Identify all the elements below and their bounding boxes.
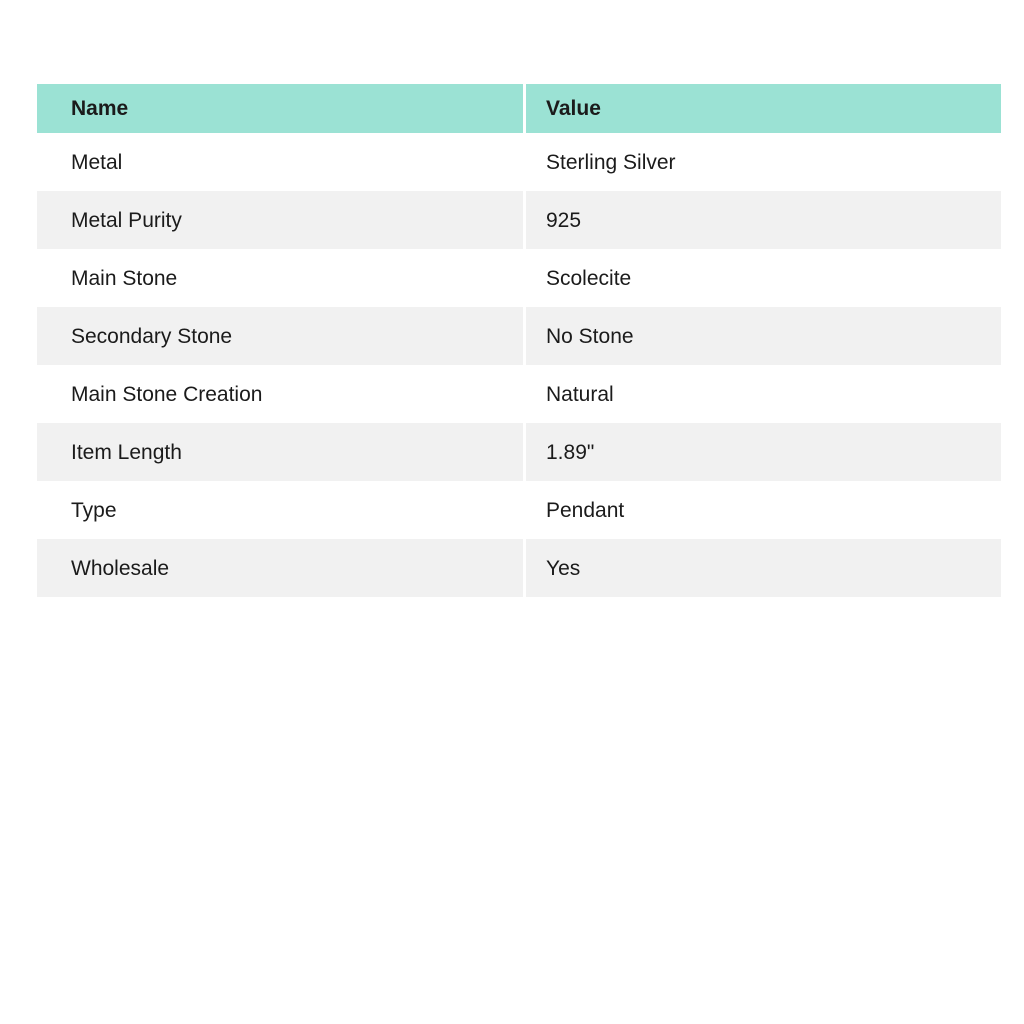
attribute-value: Pendant	[526, 481, 1001, 539]
attribute-name: Item Length	[37, 423, 523, 481]
attribute-value: Yes	[526, 539, 1001, 597]
attribute-value: 925	[526, 191, 1001, 249]
column-header-name: Name	[37, 84, 523, 133]
attribute-value: No Stone	[526, 307, 1001, 365]
table-row-item-length	[37, 423, 1001, 481]
product-attributes-table	[37, 84, 1001, 597]
attribute-value: Scolecite	[526, 249, 1001, 307]
attribute-value: Natural	[526, 365, 1001, 423]
attribute-name: Type	[37, 481, 523, 539]
table-row-type	[37, 481, 1001, 539]
attribute-name: Wholesale	[37, 539, 523, 597]
table-row-metal	[37, 133, 1001, 191]
table-row-main-stone-creation	[37, 365, 1001, 423]
table-row-wholesale	[37, 539, 1001, 597]
table-row-metal-purity	[37, 191, 1001, 249]
attribute-name: Metal Purity	[37, 191, 523, 249]
table-row-main-stone	[37, 249, 1001, 307]
attribute-value: 1.89"	[526, 423, 1001, 481]
attribute-name: Main Stone Creation	[37, 365, 523, 423]
attribute-name: Secondary Stone	[37, 307, 523, 365]
attribute-name: Metal	[37, 133, 523, 191]
table-row-secondary-stone	[37, 307, 1001, 365]
attribute-value: Sterling Silver	[526, 133, 1001, 191]
table-header-row	[37, 84, 1001, 133]
column-header-value: Value	[526, 84, 1001, 133]
attribute-name: Main Stone	[37, 249, 523, 307]
